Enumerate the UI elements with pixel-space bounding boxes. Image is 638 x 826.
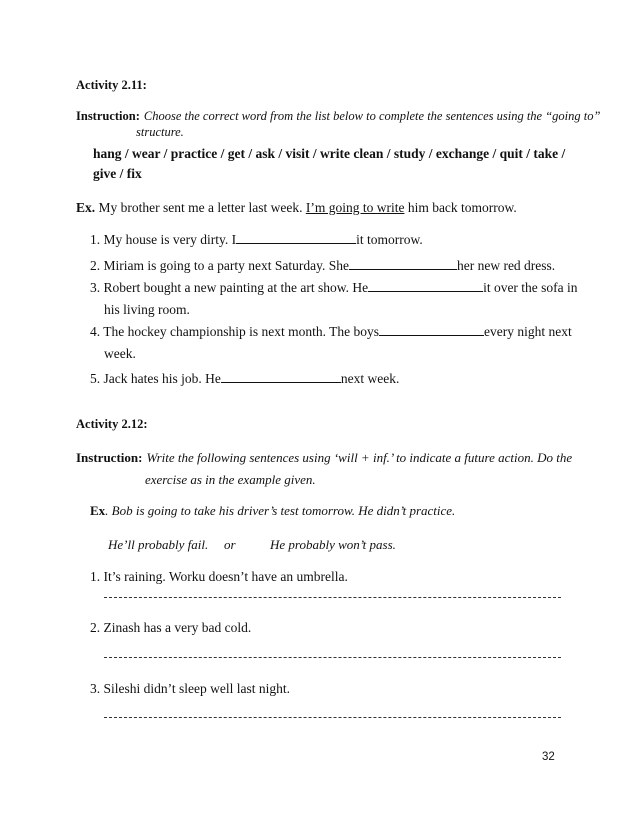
item-text: Sileshi didn’t sleep well last night.: [103, 681, 290, 696]
item-text-end: every night next: [483, 324, 572, 339]
item-text: It’s raining. Worku doesn’t have an umbrella.: [103, 569, 348, 584]
list-item: [90, 620, 251, 636]
list-item: [90, 258, 555, 274]
item-number: 3.: [90, 681, 101, 696]
answer-blank[interactable]: [349, 258, 457, 270]
item-number: 2.: [90, 258, 101, 273]
activity-title: Activity 2.11:: [76, 78, 147, 92]
instruction-text: Write the following sentences using ‘will + inf.’ to indicate a future action. Do the: [146, 450, 573, 465]
answer-blank[interactable]: [379, 324, 484, 336]
word-list-cont: give / fix: [93, 166, 142, 181]
list-item: [90, 569, 348, 585]
example-text: My brother sent me a letter last week.: [95, 200, 306, 215]
item-text-end: her new red dress.: [456, 258, 556, 273]
answer-line[interactable]: [104, 597, 561, 598]
page-number: 32: [542, 751, 555, 763]
instruction-text-cont: structure.: [136, 125, 184, 139]
example-answer-2: He probably won’t pass.: [270, 537, 396, 552]
answer-blank[interactable]: [236, 232, 356, 244]
item-number: 2.: [90, 620, 101, 635]
item-text-end: next week.: [340, 371, 400, 386]
example-label: Ex: [90, 503, 106, 518]
item-number: 4.: [90, 324, 101, 339]
answer-blank[interactable]: [368, 280, 483, 292]
example-answer: I’m going to write: [305, 200, 405, 215]
item-number: 3.: [90, 280, 101, 295]
word-list: hang / wear / practice / get / ask / visit / write clean / study / exchange / quit / take /: [93, 146, 566, 161]
list-item: [90, 232, 423, 248]
instruction-label: Instruction:: [76, 450, 143, 465]
instruction-label: Instruction:: [76, 109, 140, 123]
answer-blank[interactable]: [221, 371, 341, 383]
item-text: The hockey championship is next month. The boys: [103, 324, 379, 339]
item-number: 5.: [90, 371, 101, 386]
item-text-cont: his living room.: [104, 302, 190, 317]
example-text: . Bob is going to take his driver’s test tomorrow. He didn’t practice.: [105, 503, 456, 518]
item-text-end: it tomorrow.: [356, 232, 423, 247]
activity-title: Activity 2.12:: [76, 417, 148, 431]
list-item: [90, 324, 572, 340]
item-text-end: it over the sofa in: [483, 280, 578, 295]
instruction: [76, 449, 572, 467]
item-text: Jack hates his job. He: [103, 371, 221, 386]
example-label: Ex.: [76, 200, 96, 215]
answer-line[interactable]: [104, 657, 561, 658]
list-item: [90, 681, 290, 697]
list-item: [90, 371, 399, 387]
item-number: 1.: [90, 569, 101, 584]
example-text-end: him back tomorrow.: [404, 200, 517, 215]
item-number: 1.: [90, 232, 101, 247]
item-text: My house is very dirty. I: [103, 232, 237, 247]
or-text: or: [224, 537, 236, 552]
instruction: [76, 107, 600, 125]
answer-line[interactable]: [104, 717, 561, 718]
example-answer-1: He’ll probably fail.: [108, 537, 209, 552]
item-text: Miriam is going to a party next Saturday. She: [103, 258, 349, 273]
instruction-text: Choose the correct word from the list below to complete the sentences using the “going to”: [143, 109, 601, 123]
instruction-text-cont: exercise as in the example given.: [145, 472, 316, 487]
item-text-cont: week.: [104, 346, 136, 361]
example: [90, 503, 455, 519]
list-item: [90, 280, 578, 296]
example: [76, 200, 517, 216]
item-text: Robert bought a new painting at the art show. He: [103, 280, 369, 295]
item-text: Zinash has a very bad cold.: [103, 620, 252, 635]
